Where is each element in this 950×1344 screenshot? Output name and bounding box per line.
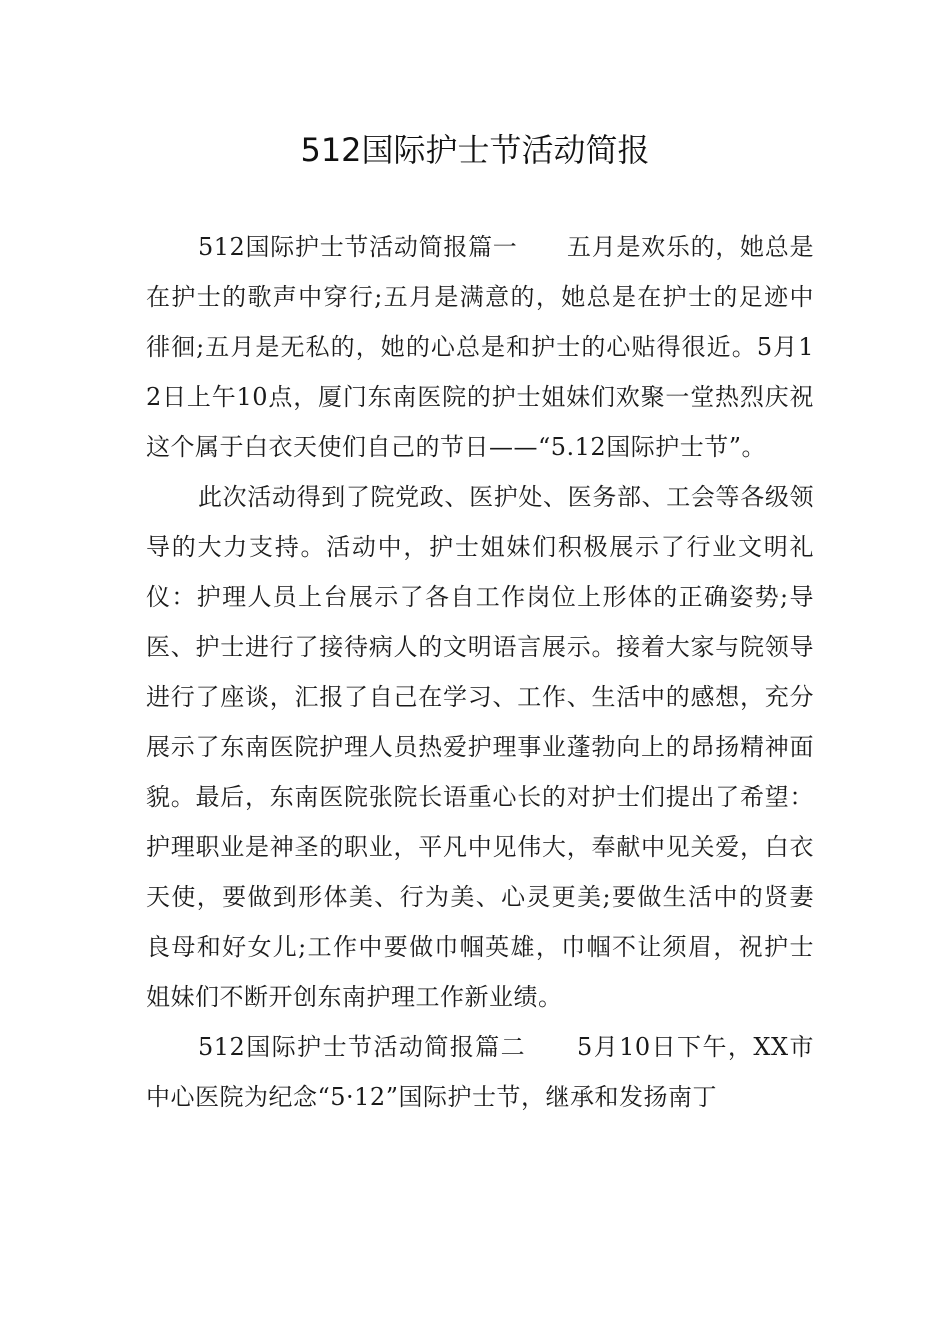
document-title: 512国际护士节活动简报	[300, 131, 650, 169]
document-body	[146, 222, 814, 1122]
paragraph-3: 512国际护士节活动简报篇二 5月10日下午，XX市中心医院为纪念“5·12”国际护士节，继承和发扬南丁	[146, 1033, 814, 1111]
paragraph-2: 此次活动得到了院党政、医护处、医务部、工会等各级领导的大力支持。活动中，护士姐妹们积极展示了行业文明礼仪：护理人员上台展示了各自工作岗位上形体的正确姿势;导医、护士进行了接待病人的文明语言展示。接着大家与院领导进行了座谈，汇报了自己在学习、工作、生活中的感想，充分展示了东南医院护理人员热爱护理事业蓬勃向上的昂扬精神面貌。最后，东南医院张院长语重心长的对护士们提出了希望：护理职业是神圣的职业，平凡中见伟大，奉献中见关爱，白衣天使，要做到形体美、行为美、心灵更美;要做生活中的贤妻良母和好女儿;工作中要做巾帼英雄，巾帼不让须眉，祝护士姐妹们不断开创东南护理工作新业绩。	[146, 483, 814, 1011]
paragraph-1: 512国际护士节活动简报篇一 五月是欢乐的，她总是在护士的歌声中穿行;五月是满意的，她总是在护士的足迹中徘徊;五月是无私的，她的心总是和护士的心贴得很近。5月12日上午10点，厦门东南医院的护士姐妹们欢聚一堂热烈庆祝这个属于白衣天使们自己的节日——“5.12国际护士节”。	[146, 233, 814, 461]
